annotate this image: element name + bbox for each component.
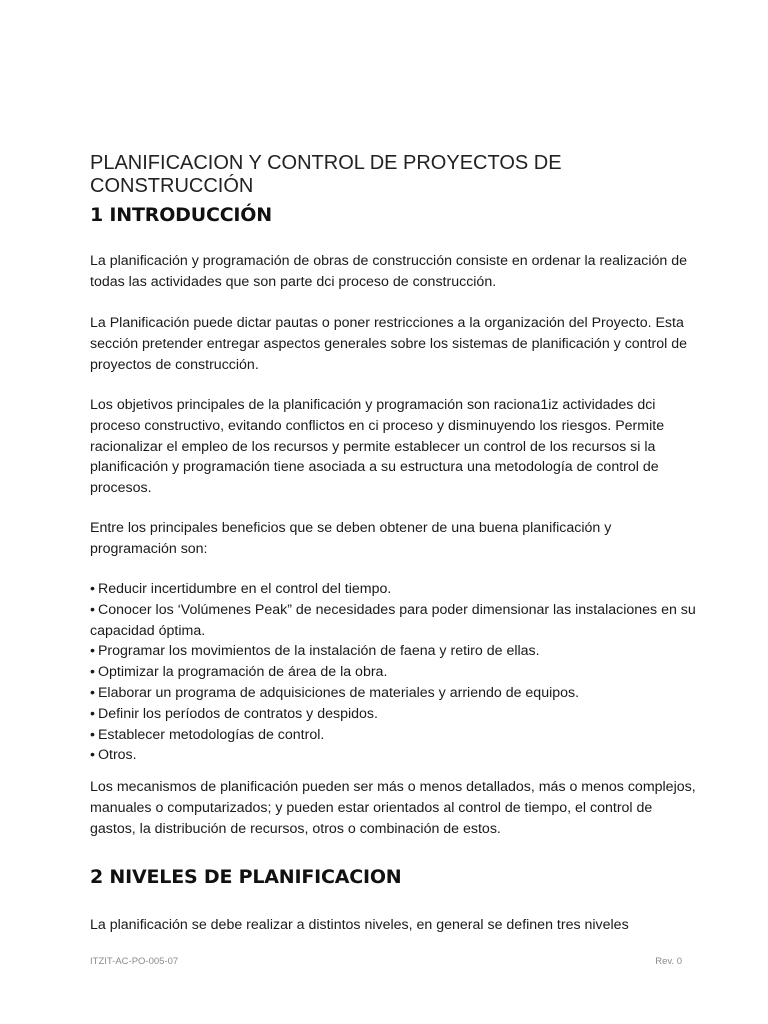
list-item-text: Elaborar un programa de adquisiciones de materiales y arriendo de equipos. bbox=[97, 684, 580, 701]
section-heading-niveles: 2 NIVELES DE PLANIFICACION bbox=[90, 866, 402, 888]
list-item-text: Reducir incertidumbre en el control del tiempo. bbox=[97, 581, 392, 597]
bullet-icon: • bbox=[90, 643, 95, 660]
list-item bbox=[90, 579, 700, 600]
document-title: PLANIFICACION Y CONTROL DE PROYECTOS DE CONSTRUCCIÓN bbox=[90, 152, 562, 197]
list-item-text: Programar los movimientos de la instalación de faena y retiro de ellas. bbox=[97, 643, 540, 660]
bullet-icon: • bbox=[90, 581, 95, 597]
section-heading-introduccion: 1 INTRODUCCIÓN bbox=[90, 204, 272, 226]
bullet-icon: • bbox=[90, 664, 95, 681]
list-item-text: Optimizar la programación de área de la obra. bbox=[97, 664, 388, 681]
bullet-icon: • bbox=[90, 747, 95, 764]
benefits-list bbox=[90, 579, 700, 766]
paragraph-beneficios: Entre los principales beneficios que se deben obtener de una buena planificación y programación son: bbox=[90, 520, 612, 557]
list-item bbox=[90, 704, 700, 725]
paragraph-niveles: La planificación se debe realizar a distintos niveles, en general se definen tres niveles bbox=[90, 917, 629, 933]
list-item bbox=[90, 600, 700, 642]
footer-doc-code: ITZIT-AC-PO-005-07 bbox=[90, 956, 179, 967]
list-item bbox=[90, 725, 700, 746]
list-item bbox=[90, 745, 700, 766]
paragraph-intro-1: La planificación y programación de obras de construcción consiste en ordenar la realización de todas las actividades que son parte dci proceso de construcción. bbox=[90, 253, 688, 290]
paragraph-objetivos: Los objetivos principales de la planificación y programación son raciona1iz actividades dci proceso constructivo, evitando conflictos en ci proceso y disminuyendo los riesgos. Permite racionalizar el empleo de los recursos y permite establecer un control de los recursos si la planificación y programación tiene asociada a su estructura una metodología de control de procesos. bbox=[90, 397, 665, 497]
list-item bbox=[90, 662, 700, 683]
paragraph-intro-2: La Planificación puede dictar pautas o poner restricciones a la organización del Proyecto. Esta sección pretender entregar aspectos generales sobre los sistemas de planificación y control de proyectos de construcción. bbox=[90, 315, 687, 373]
list-item-text: Establecer metodologías de control. bbox=[97, 726, 325, 743]
list-item bbox=[90, 683, 700, 704]
bullet-icon: • bbox=[90, 601, 95, 618]
footer-revision: Rev. 0 bbox=[655, 956, 682, 967]
bullet-icon: • bbox=[90, 684, 95, 701]
list-item-text: Definir los períodos de contratos y despidos. bbox=[97, 705, 378, 722]
bullet-icon: • bbox=[90, 705, 95, 722]
list-item bbox=[90, 641, 700, 662]
list-item-text: Otros. bbox=[97, 747, 137, 764]
list-item-text: Conocer los ‘Volúmenes Peak” de necesidades para poder dimensionar las instalaciones en su capacidad óptima. bbox=[90, 601, 696, 639]
bullet-icon: • bbox=[90, 726, 95, 743]
paragraph-mecanismos: Los mecanismos de planificación pueden ser más o menos detallados, más o menos complejos, manuales o computarizados; y pueden estar orientados al control de tiempo, el control de gastos, la distribución de recursos, otros o combinación de estos. bbox=[90, 779, 696, 837]
